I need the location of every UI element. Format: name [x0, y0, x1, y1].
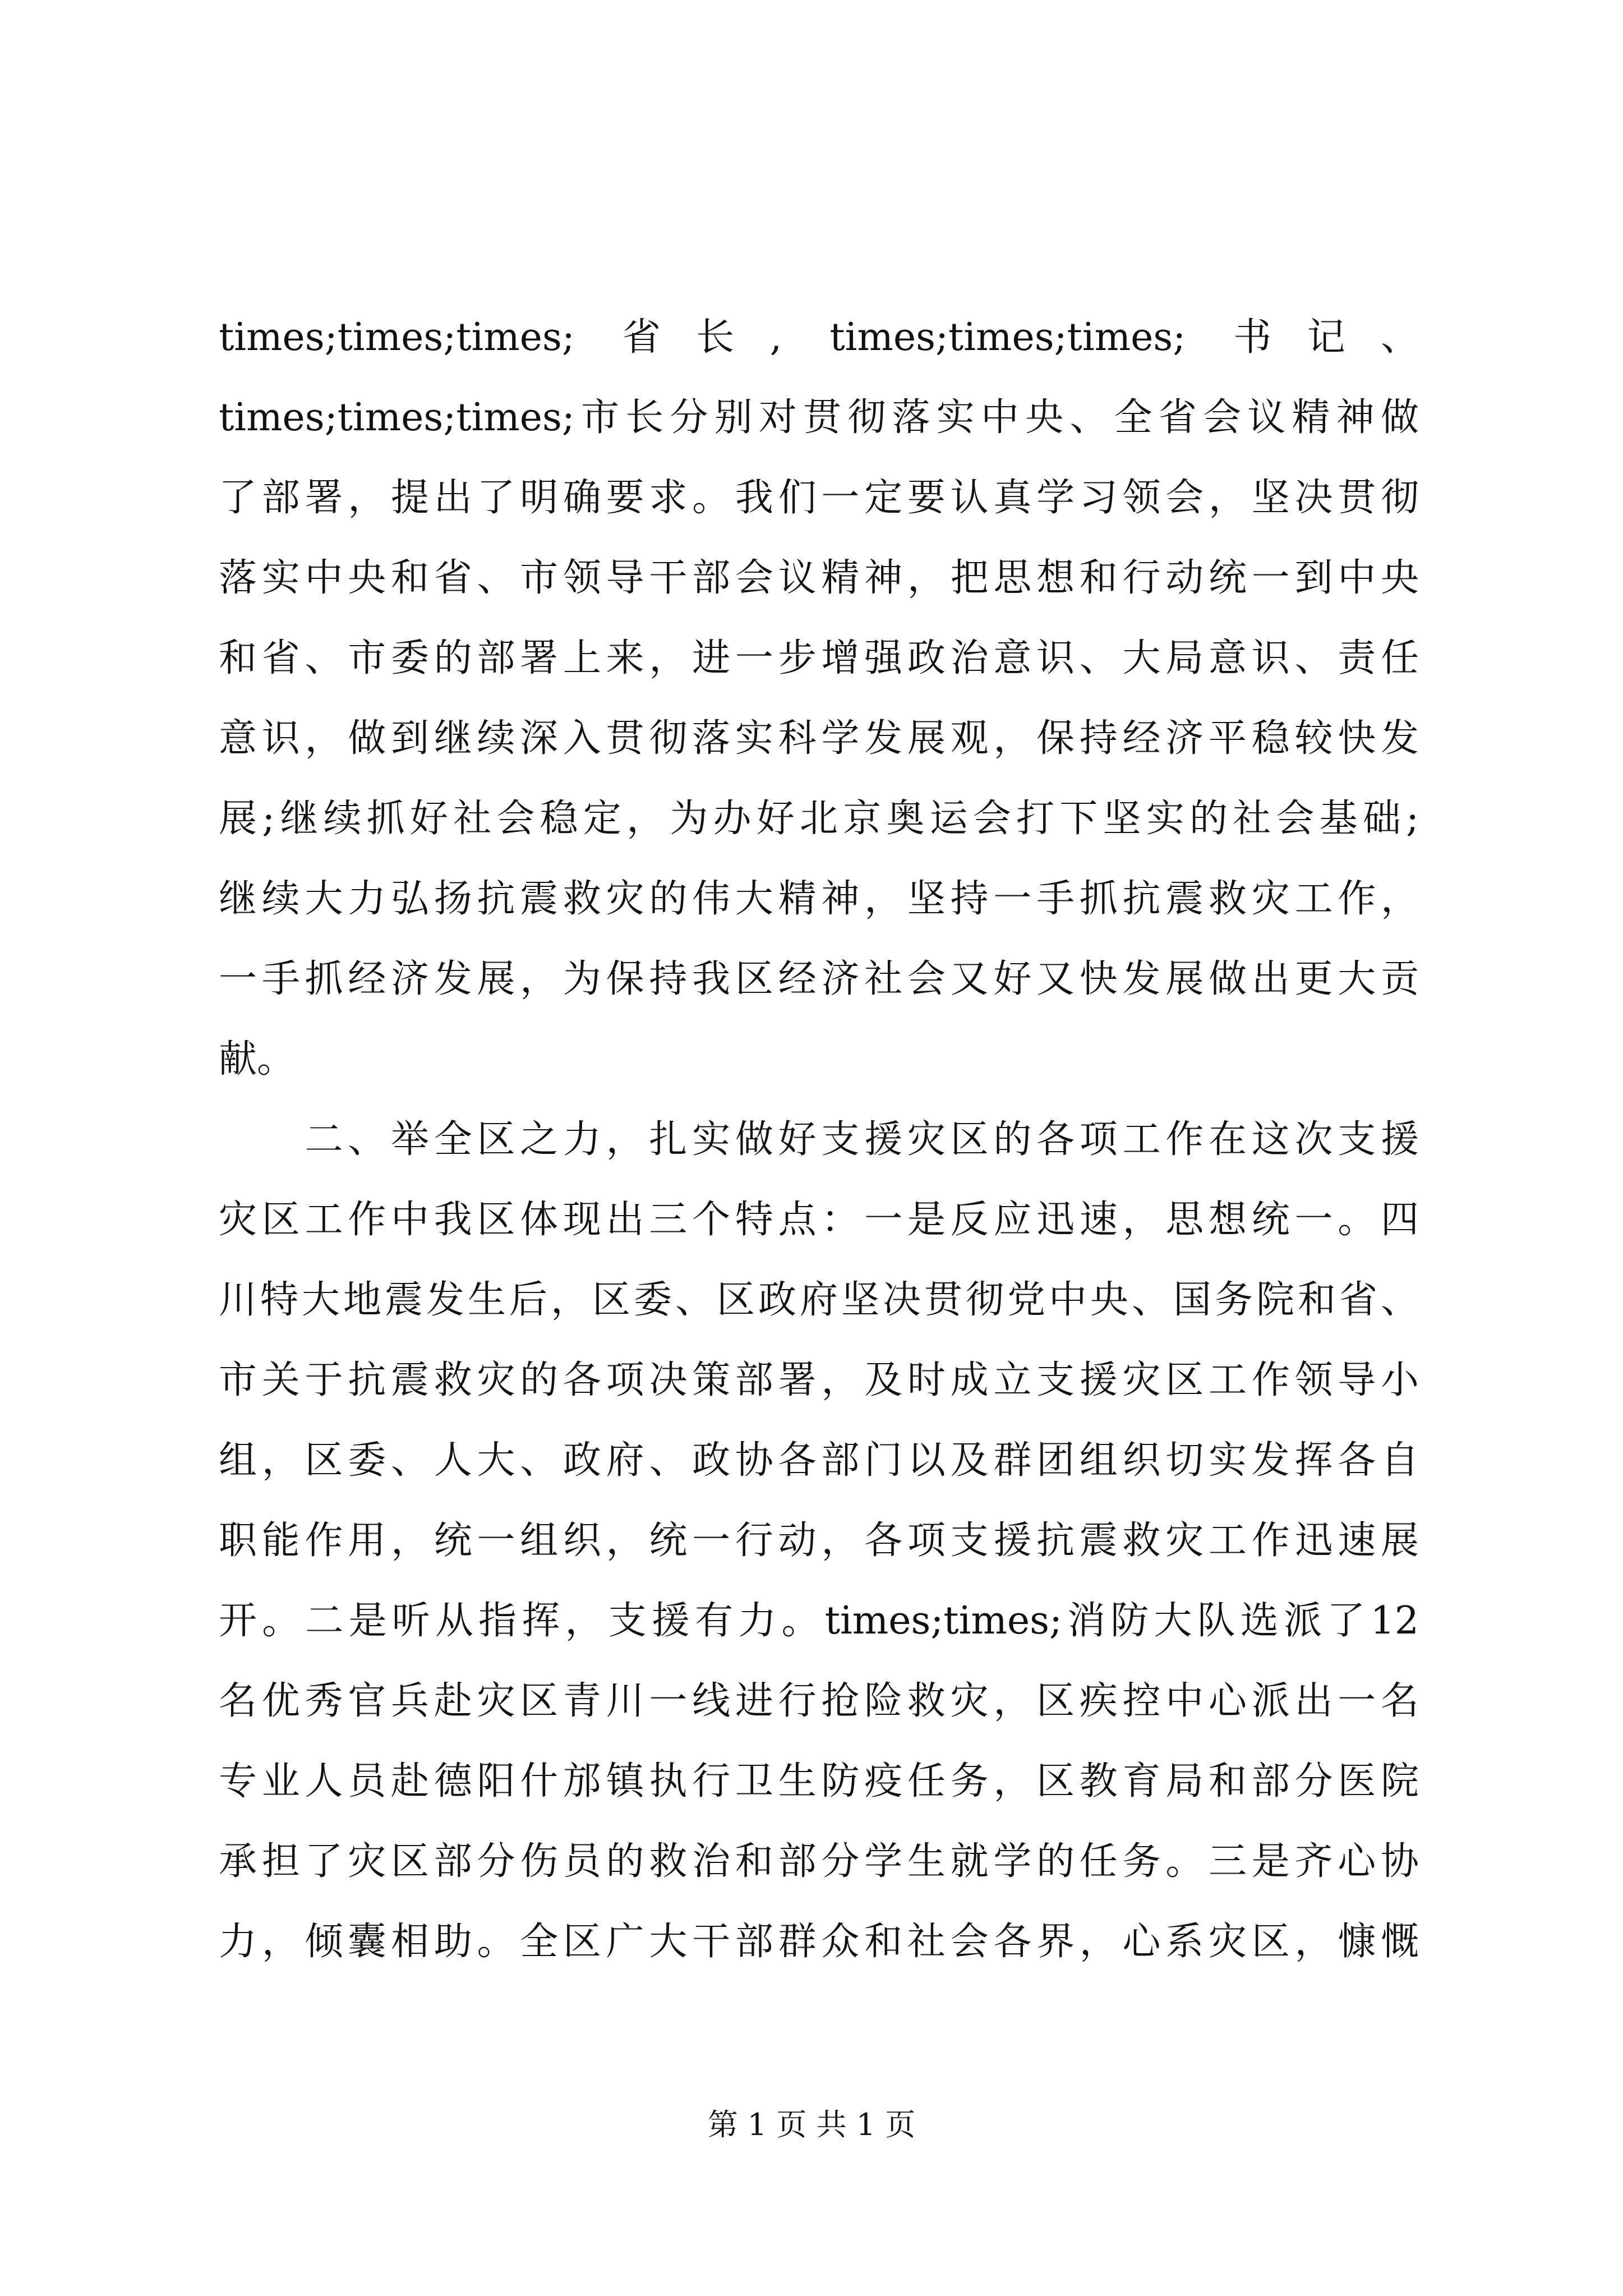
- text-line: 二、举全区之力，扎实做好支援灾区的各项工作在这次支援: [219, 1117, 1419, 1162]
- text-line: 力，倾囊相助。全区广大干部群众和社会各界，心系灾区，慷慨: [219, 1920, 1419, 1964]
- text-line: times;times;times;市长分别对贯彻落实中央、全省会议精神做: [219, 395, 1419, 440]
- text-line: 名优秀官兵赴灾区青川一线进行抢险救灾，区疾控中心派出一名: [219, 1679, 1419, 1723]
- text-line: 川特大地震发生后，区委、区政府坚决贯彻党中央、国务院和省、: [219, 1278, 1419, 1322]
- text-line: 职能作用，统一组织，统一行动，各项支援抗震救灾工作迅速展: [219, 1519, 1419, 1563]
- text-line: 市关于抗震救灾的各项决策部署，及时成立支援灾区工作领导小: [219, 1358, 1419, 1402]
- text-line: 继续大力弘扬抗震救灾的伟大精神，坚持一手抓抗震救灾工作，: [219, 877, 1419, 921]
- text-line: 专业人员赴德阳什邡镇执行卫生防疫任务，区教育局和部分医院: [219, 1759, 1419, 1803]
- text-line: 展;继续抓好社会稳定，为办好北京奥运会打下坚实的社会基础;: [219, 797, 1419, 841]
- text-line: 献。: [219, 1037, 296, 1082]
- text-line: 落实中央和省、市领导干部会议精神，把思想和行动统一到中央: [219, 556, 1419, 600]
- page-number: 第 1 页 共 1 页: [707, 2107, 916, 2142]
- text-line: 了部署，提出了明确要求。我们一定要认真学习领会，坚决贯彻: [219, 476, 1419, 520]
- text-line: 承担了灾区部分伤员的救治和部分学生就学的任务。三是齐心协: [219, 1839, 1419, 1884]
- text-line: 和省、市委的部署上来，进一步增强政治意识、大局意识、责任: [219, 636, 1419, 680]
- body-text: [219, 297, 1419, 1982]
- text-line: 意识，做到继续深入贯彻落实科学发展观，保持经济平稳较快发: [219, 716, 1419, 761]
- text-line: 开。二是听从指挥，支援有力。times;times;消防大队选派了12: [219, 1599, 1419, 1643]
- text-line: times;times;times; 省长, times;times;times; 书记、: [219, 315, 1419, 360]
- text-line: 灾区工作中我区体现出三个特点：一是反应迅速，思想统一。四: [219, 1198, 1419, 1242]
- text-line: 组，区委、人大、政府、政协各部门以及群团组织切实发挥各自: [219, 1438, 1419, 1483]
- text-line: 一手抓经济发展，为保持我区经济社会又好又快发展做出更大贡: [219, 957, 1419, 1001]
- page-footer: [0, 2101, 1623, 2144]
